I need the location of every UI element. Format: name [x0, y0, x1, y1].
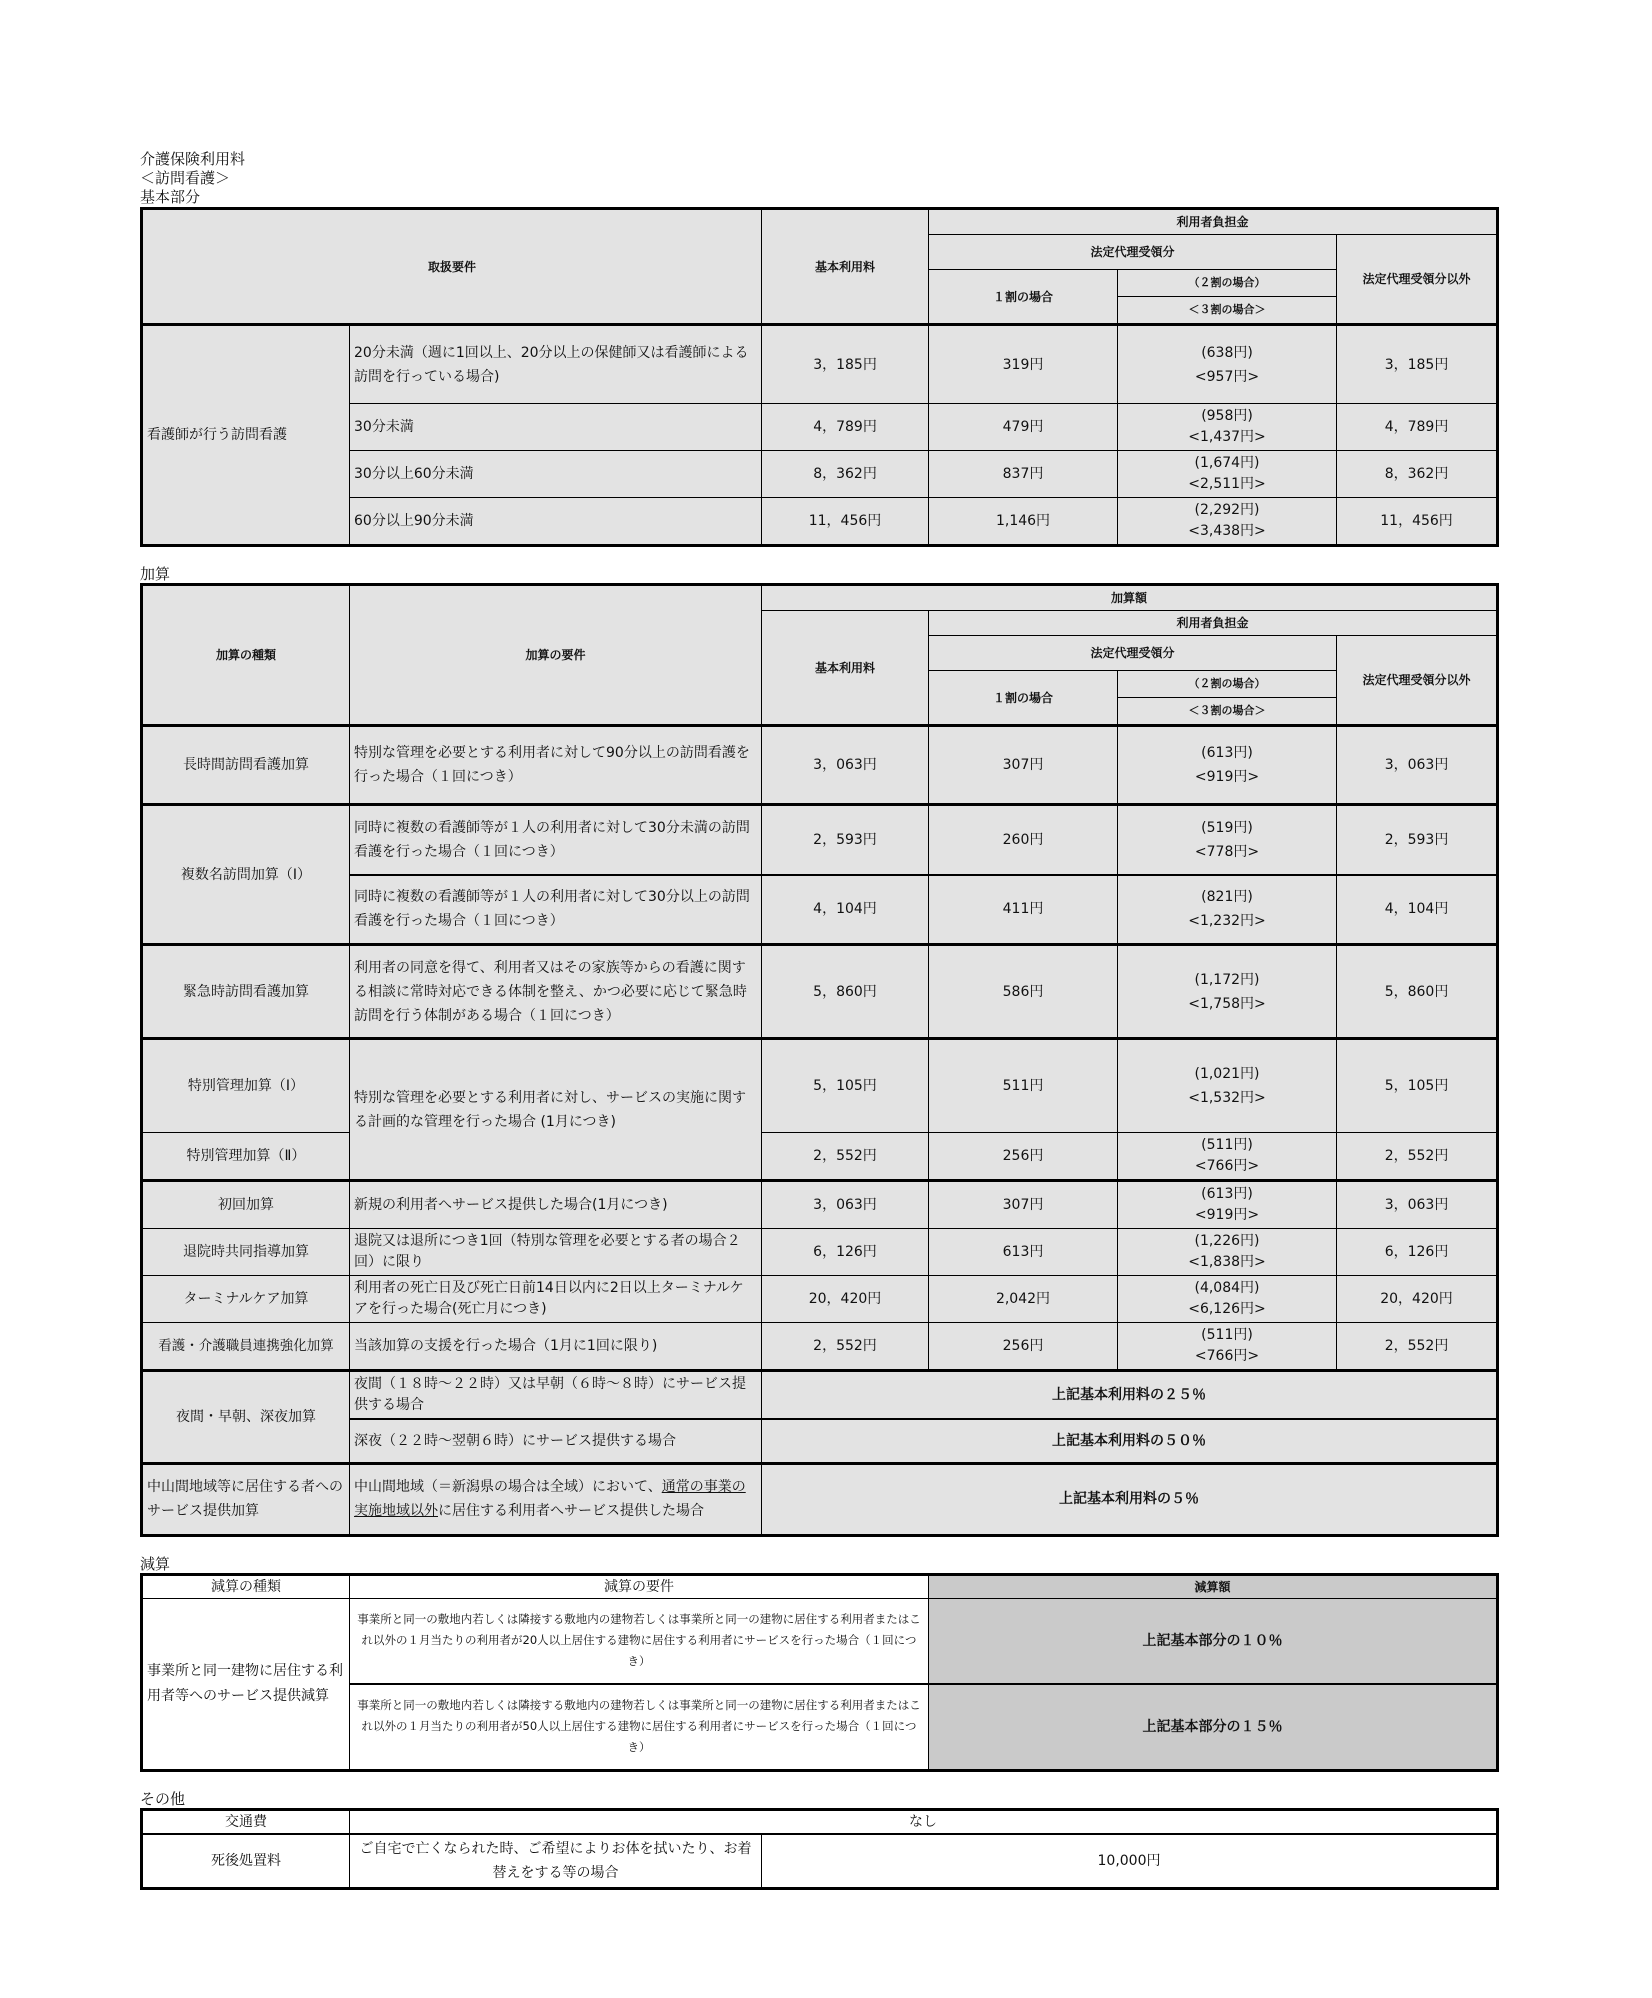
add-discharge-other: 6，126円 [1337, 1229, 1498, 1276]
doc-title: 介護保険利用料 [140, 150, 246, 168]
basic-other-1: 3，185円 [1337, 325, 1498, 404]
add-multi-a-r23 [1118, 805, 1337, 875]
red-a-amount: 上記基本部分の１０％ [929, 1598, 1498, 1684]
red-a-req: 事業所と同一の敷地内若しくは隣接する敷地内の建物若しくは事業所と同一の建物に居住する利用者またはこれ以外の１月当たりの利用者が20人以上居住する建物に居住する利用者にサービスを行った場合（１回につき） [350, 1598, 929, 1684]
add-mountain-req-underline: 通常の事業の実施地域以外 [354, 1479, 746, 1519]
basic-r3-3: <2,511円> [1188, 476, 1266, 492]
section-addition: 加算 [140, 565, 171, 583]
basic-r1-4: 1,146円 [929, 498, 1118, 546]
col-addition-amount: 加算額 [762, 585, 1498, 611]
add-initial-r23 [1118, 1181, 1337, 1229]
add-special1-r1: 511円 [929, 1039, 1118, 1133]
add-initial-other: 3，063円 [1337, 1181, 1498, 1229]
add-terminal-r23 [1118, 1276, 1337, 1323]
add-coop-req: 当該加算の支援を行った場合（1月に1回に限り) [350, 1323, 762, 1371]
add-long-type: 長時間訪問看護加算 [142, 726, 350, 805]
col-legal-proxy-2: 法定代理受領分 [929, 636, 1337, 671]
add-night-type: 夜間・早朝、深夜加算 [142, 1371, 350, 1464]
add-coop-r3: <766円> [1194, 1348, 1260, 1364]
add-mountain-req-post: に居住する利用者へサービス提供した場合 [438, 1503, 704, 1519]
col-non-proxy: 法定代理受領分以外 [1337, 235, 1498, 325]
add-multi-b-base: 4，104円 [762, 875, 929, 945]
basic-other-3: 8，362円 [1337, 451, 1498, 498]
basic-r23-4 [1118, 498, 1337, 546]
add-initial-type: 初回加算 [142, 1181, 350, 1229]
add-discharge-r2: (1,226円) [1194, 1233, 1260, 1249]
add-special2-type: 特別管理加算（Ⅱ） [142, 1133, 350, 1181]
reduction-table [140, 1573, 1499, 1772]
basic-req-2: 30分未満 [350, 404, 762, 451]
basic-r3-2: <1,437円> [1188, 429, 1266, 445]
basic-table [140, 207, 1499, 547]
section-reduction: 減算 [140, 1554, 171, 1573]
add-emergency-base: 5，860円 [762, 945, 929, 1039]
basic-r2-1: (638円) [1201, 344, 1253, 361]
col-user-burden-2: 利用者負担金 [929, 611, 1498, 636]
add-special1-r3: <1,532円> [1188, 1090, 1266, 1106]
section-other: その他 [140, 1789, 186, 1808]
add-multi-a-other: 2，593円 [1337, 805, 1498, 875]
basic-r3-1: <957円> [1194, 368, 1260, 385]
add-multi-type: 複数名訪問加算（Ⅰ） [142, 805, 350, 945]
add-coop-r2: (511円) [1201, 1327, 1253, 1343]
add-night-a-req: 夜間（１８時～２２時）又は早朝（６時～８時）にサービス提供する場合 [350, 1371, 762, 1420]
add-special1-type: 特別管理加算（Ⅰ） [142, 1039, 350, 1133]
add-discharge-req: 退院又は退所につき1回（特別な管理を必要とする者の場合２回）に限り [350, 1229, 762, 1276]
add-emergency-type: 緊急時訪問看護加算 [142, 945, 350, 1039]
red-h-type: 減算の種類 [142, 1574, 350, 1598]
col-legal-proxy: 法定代理受領分 [929, 235, 1337, 270]
add-multi-a-req: 同時に複数の看護師等が１人の利用者に対して30分未満の訪問看護を行った場合（１回につき） [350, 805, 762, 875]
add-multi-b-r1: 411円 [929, 875, 1118, 945]
basic-r1-1: 319円 [929, 325, 1118, 404]
add-special2-r3: <766円> [1194, 1158, 1260, 1174]
add-multi-a-base: 2，593円 [762, 805, 929, 875]
add-special1-r23 [1118, 1039, 1337, 1133]
add-emergency-r1: 586円 [929, 945, 1118, 1039]
basic-r23-3 [1118, 451, 1337, 498]
col-base-fee: 基本利用料 [762, 209, 929, 325]
basic-req-1: 20分未満（週に1回以上、20分以上の保健師又は看護師による訪問を行っている場合) [350, 325, 762, 404]
col-requirements: 取扱要件 [142, 209, 762, 325]
add-mountain-req-pre: 中山間地域（＝新潟県の場合は全域）において、 [354, 1479, 662, 1495]
add-long-r3: <919円> [1194, 769, 1260, 785]
addition-table [140, 583, 1499, 1537]
basic-r23-1 [1118, 325, 1337, 404]
page [140, 150, 1496, 1890]
red-h-amount: 減算額 [929, 1574, 1498, 1598]
add-multi-a-r1: 260円 [929, 805, 1118, 875]
basic-r2-3: (1,674円) [1194, 455, 1260, 471]
basic-category: 看護師が行う訪問看護 [142, 325, 350, 546]
add-night-a-amount: 上記基本利用料の２５％ [762, 1371, 1498, 1420]
basic-r1-2: 479円 [929, 404, 1118, 451]
basic-req-3: 30分以上60分未満 [350, 451, 762, 498]
basic-r23-2 [1118, 404, 1337, 451]
add-emergency-r3: <1,758円> [1188, 995, 1266, 1012]
add-discharge-r23 [1118, 1229, 1337, 1276]
add-special1-r2: (1,021円) [1194, 1066, 1260, 1082]
basic-base-4: 11，456円 [762, 498, 929, 546]
add-multi-b-r3: <1,232円> [1188, 913, 1266, 930]
col-rate2: （２割の場合） [1118, 270, 1337, 297]
add-initial-req: 新規の利用者へサービス提供した場合(1月につき) [350, 1181, 762, 1229]
add-discharge-r3: <1,838円> [1188, 1254, 1266, 1270]
add-mountain-req [350, 1463, 762, 1535]
basic-base-1: 3，185円 [762, 325, 929, 404]
add-coop-r1: 256円 [929, 1323, 1118, 1371]
add-terminal-req: 利用者の死亡日及び死亡日前14日以内に2日以上ターミナルケアを行った場合(死亡月につき) [350, 1276, 762, 1323]
col-base-fee-2: 基本利用料 [762, 611, 929, 726]
basic-r3-4: <3,438円> [1188, 523, 1266, 539]
basic-base-2: 4，789円 [762, 404, 929, 451]
col-rate1-2: １割の場合 [929, 671, 1118, 726]
col-addition-type: 加算の種類 [142, 585, 350, 726]
add-special2-r1: 256円 [929, 1133, 1118, 1181]
col-addition-req: 加算の要件 [350, 585, 762, 726]
add-terminal-r1: 2,042円 [929, 1276, 1118, 1323]
basic-r2-2: (958円) [1201, 408, 1253, 424]
add-terminal-other: 20，420円 [1337, 1276, 1498, 1323]
add-multi-a-r2: (519円) [1201, 819, 1253, 836]
add-coop-base: 2，552円 [762, 1323, 929, 1371]
add-night-b-amount: 上記基本利用料の５０％ [762, 1419, 1498, 1463]
col-rate3: ＜３割の場合＞ [1118, 297, 1337, 325]
add-mountain-amount: 上記基本利用料の５％ [762, 1463, 1498, 1535]
add-long-req: 特別な管理を必要とする利用者に対して90分以上の訪問看護を行った場合（１回につき） [350, 726, 762, 805]
add-night-b-req: 深夜（２２時～翌朝６時）にサービス提供する場合 [350, 1419, 762, 1463]
add-terminal-type: ターミナルケア加算 [142, 1276, 350, 1323]
other-postmortem-value: 10,000円 [762, 1834, 1498, 1889]
add-special2-other: 2，552円 [1337, 1133, 1498, 1181]
add-special2-base: 2，552円 [762, 1133, 929, 1181]
add-long-base: 3，063円 [762, 726, 929, 805]
add-special1-base: 5，105円 [762, 1039, 929, 1133]
add-emergency-r23 [1118, 945, 1337, 1039]
add-coop-r23 [1118, 1323, 1337, 1371]
add-mountain-type: 中山間地域等に居住する者へのサービス提供加算 [142, 1463, 350, 1535]
other-transport-label: 交通費 [142, 1809, 350, 1834]
red-h-req: 減算の要件 [350, 1574, 929, 1598]
col-rate1: １割の場合 [929, 270, 1118, 325]
other-postmortem-label: 死後処置料 [142, 1834, 350, 1889]
add-discharge-type: 退院時共同指導加算 [142, 1229, 350, 1276]
add-long-other: 3，063円 [1337, 726, 1498, 805]
add-special2-r23 [1118, 1133, 1337, 1181]
red-b-amount: 上記基本部分の１５％ [929, 1684, 1498, 1770]
add-coop-other: 2，552円 [1337, 1323, 1498, 1371]
basic-base-3: 8，362円 [762, 451, 929, 498]
basic-r2-4: (2,292円) [1194, 502, 1260, 518]
other-transport-value: なし [350, 1809, 1498, 1834]
add-emergency-other: 5，860円 [1337, 945, 1498, 1039]
col-rate2-2: （２割の場合） [1118, 671, 1337, 698]
add-multi-a-r3: <778円> [1194, 843, 1260, 860]
add-long-r1: 307円 [929, 726, 1118, 805]
red-type: 事業所と同一建物に居住する利用者等へのサービス提供減算 [142, 1598, 350, 1770]
col-non-proxy-2: 法定代理受領分以外 [1337, 636, 1498, 726]
col-user-burden: 利用者負担金 [929, 209, 1498, 235]
add-terminal-r3: <6,126円> [1188, 1301, 1266, 1317]
service-name: ＜訪問看護＞ [140, 169, 231, 187]
basic-req-4: 60分以上90分未満 [350, 498, 762, 546]
basic-r1-3: 837円 [929, 451, 1118, 498]
add-special1-other: 5，105円 [1337, 1039, 1498, 1133]
red-b-req: 事業所と同一の敷地内若しくは隣接する敷地内の建物若しくは事業所と同一の建物に居住する利用者またはこれ以外の１月当たりの利用者が50人以上居住する建物に居住する利用者にサービスを行った場合（１回につき） [350, 1684, 929, 1770]
section-basic: 基本部分 [140, 188, 201, 206]
add-emergency-r2: (1,172円) [1194, 971, 1260, 988]
add-multi-b-req: 同時に複数の看護師等が１人の利用者に対して30分以上の訪問看護を行った場合（１回につき） [350, 875, 762, 945]
add-terminal-r2: (4,084円) [1194, 1280, 1260, 1296]
add-multi-b-r2: (821円) [1201, 889, 1253, 906]
basic-other-4: 11，456円 [1337, 498, 1498, 546]
add-initial-base: 3，063円 [762, 1181, 929, 1229]
add-multi-b-other: 4，104円 [1337, 875, 1498, 945]
add-initial-r2: (613円) [1201, 1186, 1253, 1202]
add-multi-b-r23 [1118, 875, 1337, 945]
other-table [140, 1808, 1499, 1890]
add-special-req: 特別な管理を必要とする利用者に対し、サービスの実施に関する計画的な管理を行った場合 (1月につき) [350, 1039, 762, 1181]
add-initial-r1: 307円 [929, 1181, 1118, 1229]
add-coop-type: 看護・介護職員連携強化加算 [142, 1323, 350, 1371]
basic-other-2: 4，789円 [1337, 404, 1498, 451]
add-long-r2: (613円) [1201, 745, 1253, 761]
add-initial-r3: <919円> [1194, 1207, 1260, 1223]
col-rate3-2: ＜３割の場合＞ [1118, 698, 1337, 726]
add-special2-r2: (511円) [1201, 1137, 1253, 1153]
add-long-r23 [1118, 726, 1337, 805]
other-postmortem-req: ご自宅で亡くなられた時、ご希望によりお体を拭いたり、お着替えをする等の場合 [350, 1834, 762, 1889]
add-terminal-base: 20，420円 [762, 1276, 929, 1323]
add-discharge-base: 6，126円 [762, 1229, 929, 1276]
add-emergency-req: 利用者の同意を得て、利用者又はその家族等からの看護に関する相談に常時対応できる体制を整え、かつ必要に応じて緊急時訪問を行う体制がある場合（１回につき） [350, 945, 762, 1039]
add-discharge-r1: 613円 [929, 1229, 1118, 1276]
